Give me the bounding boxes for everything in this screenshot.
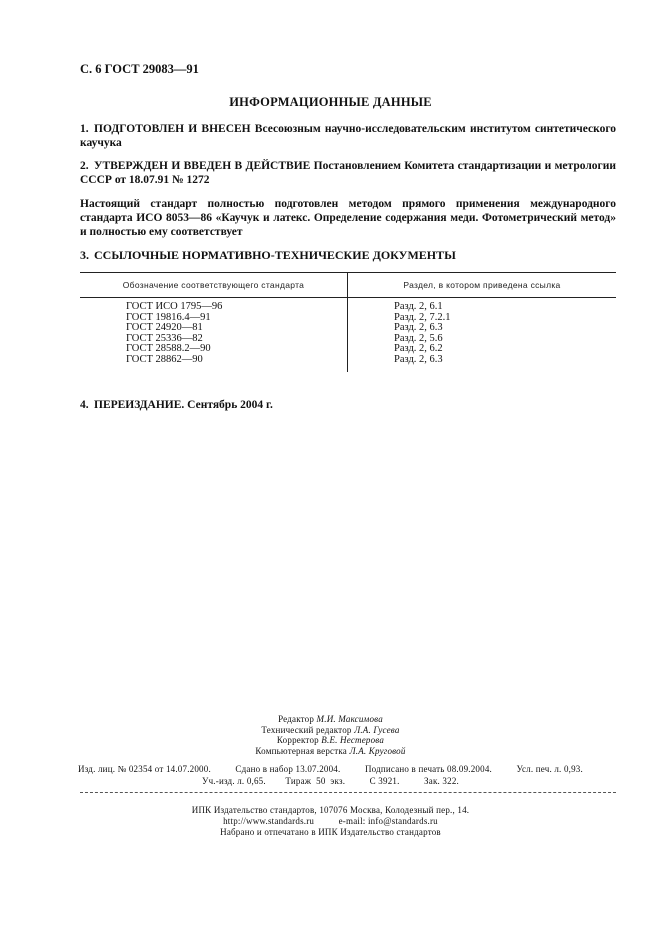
table-cell-reference: Разд. 2, 7.2.1: [394, 311, 451, 323]
table-cell-standard: ГОСТ ИСО 1795—96: [126, 301, 223, 312]
section-1-text: ПОДГОТОВЛЕН И ВНЕСЕН Всесоюзным научно-исследовательским институтом синтетического каучука: [80, 123, 616, 149]
editor-line: [0, 714, 661, 725]
print-info-line-1: Изд. лиц. № 02354 от 14.07.2000. Сдано в набор 13.07.2004. Подписано в печать 08.09.2004. Усл. печ. л. 0,93.: [78, 764, 583, 774]
editorial-credits: [0, 714, 661, 756]
printing-note: Набрано и отпечатано в ИПК Издательство стандартов: [220, 827, 441, 837]
reference-table: [80, 272, 616, 372]
table-cell-reference: Разд. 2, 5.6: [394, 332, 443, 344]
table-header-standard: Обозначение соответствующего стандарта: [122, 280, 305, 290]
publisher-address: ИПК Издательство стандартов, 107076 Москва, Колодезный пер., 14.: [191, 805, 470, 815]
page-header: С. 6 ГОСТ 29083—91: [80, 62, 199, 76]
section-3-text: ССЫЛОЧНЫЕ НОРМАТИВНО-ТЕХНИЧЕСКИЕ ДОКУМЕНТЫ: [94, 248, 456, 262]
layout-name: Л.А. Круговой: [349, 745, 406, 756]
table-cell-reference: Разд. 2, 6.1: [394, 301, 443, 312]
editor-name: М.И. Максимова: [316, 714, 383, 724]
corrector-label: Корректор: [276, 735, 319, 746]
publisher-contacts: http://www.standards.ru e-mail: info@standards.ru: [223, 816, 438, 826]
tech-editor-label: Технический редактор: [261, 724, 352, 735]
table-cell-reference: Разд. 2, 6.3: [394, 353, 443, 365]
table-cell-standard: ГОСТ 28862—90: [126, 353, 203, 365]
layout-label: Компьютерная верстка: [255, 745, 348, 756]
corrector-line: [0, 735, 661, 746]
references-column: [394, 302, 451, 366]
section-2-number: 2.: [80, 160, 89, 172]
layout-line: [0, 746, 661, 757]
table-cell-standard: ГОСТ 24920—81: [126, 322, 203, 334]
standards-column: [126, 302, 222, 366]
section-1: [80, 122, 616, 150]
table-cell-standard: ГОСТ 19816.4—91: [126, 311, 211, 323]
section-4-number: 4.: [80, 399, 89, 411]
section-4-text: ПЕРЕИЗДАНИЕ. Сентябрь 2004 г.: [94, 399, 273, 411]
section-3-number: 3.: [80, 248, 89, 262]
editor-label: Редактор: [278, 714, 315, 724]
tech-editor-line: [0, 725, 661, 736]
table-cell-reference: Разд. 2, 6.2: [394, 343, 443, 355]
table-header-rule: [80, 297, 616, 298]
section-2: [80, 159, 616, 187]
section-4: [80, 398, 616, 412]
footer-separator: [80, 792, 616, 793]
table-top-rule: [80, 272, 616, 273]
table-cell-standard: ГОСТ 28588.2—90: [126, 343, 211, 355]
tech-editor-name: Л.А. Гусева: [354, 724, 400, 735]
print-info-line-2: Уч.-изд. л. 0,65. Тираж 50 экз. С 3921. Зак. 322.: [202, 776, 459, 786]
page-title: ИНФОРМАЦИОННЫЕ ДАННЫЕ: [229, 95, 432, 109]
table-header-section: Раздел, в котором приведена ссылка: [403, 280, 561, 290]
section-3: [80, 248, 616, 262]
section-2-text: УТВЕРЖДЕН И ВВЕДЕН В ДЕЙСТВИЕ Постановлением Комитета стандартизации и метрологии СССР от 18.07.91 № 1272: [80, 160, 616, 186]
corrector-name: В.Е. Нестерова: [321, 735, 385, 746]
table-cell-standard: ГОСТ 25336—82: [126, 332, 203, 344]
section-2-note: Настоящий стандарт полностью подготовлен методом прямого применения международного стандарта ИСО 8053—86 «Каучук и латекс. Определение содержания меди. Фотометрический метод» и полностью ему соответствует: [80, 198, 616, 238]
section-1-number: 1.: [80, 123, 89, 135]
table-cell-reference: Разд. 2, 6.3: [394, 322, 443, 334]
